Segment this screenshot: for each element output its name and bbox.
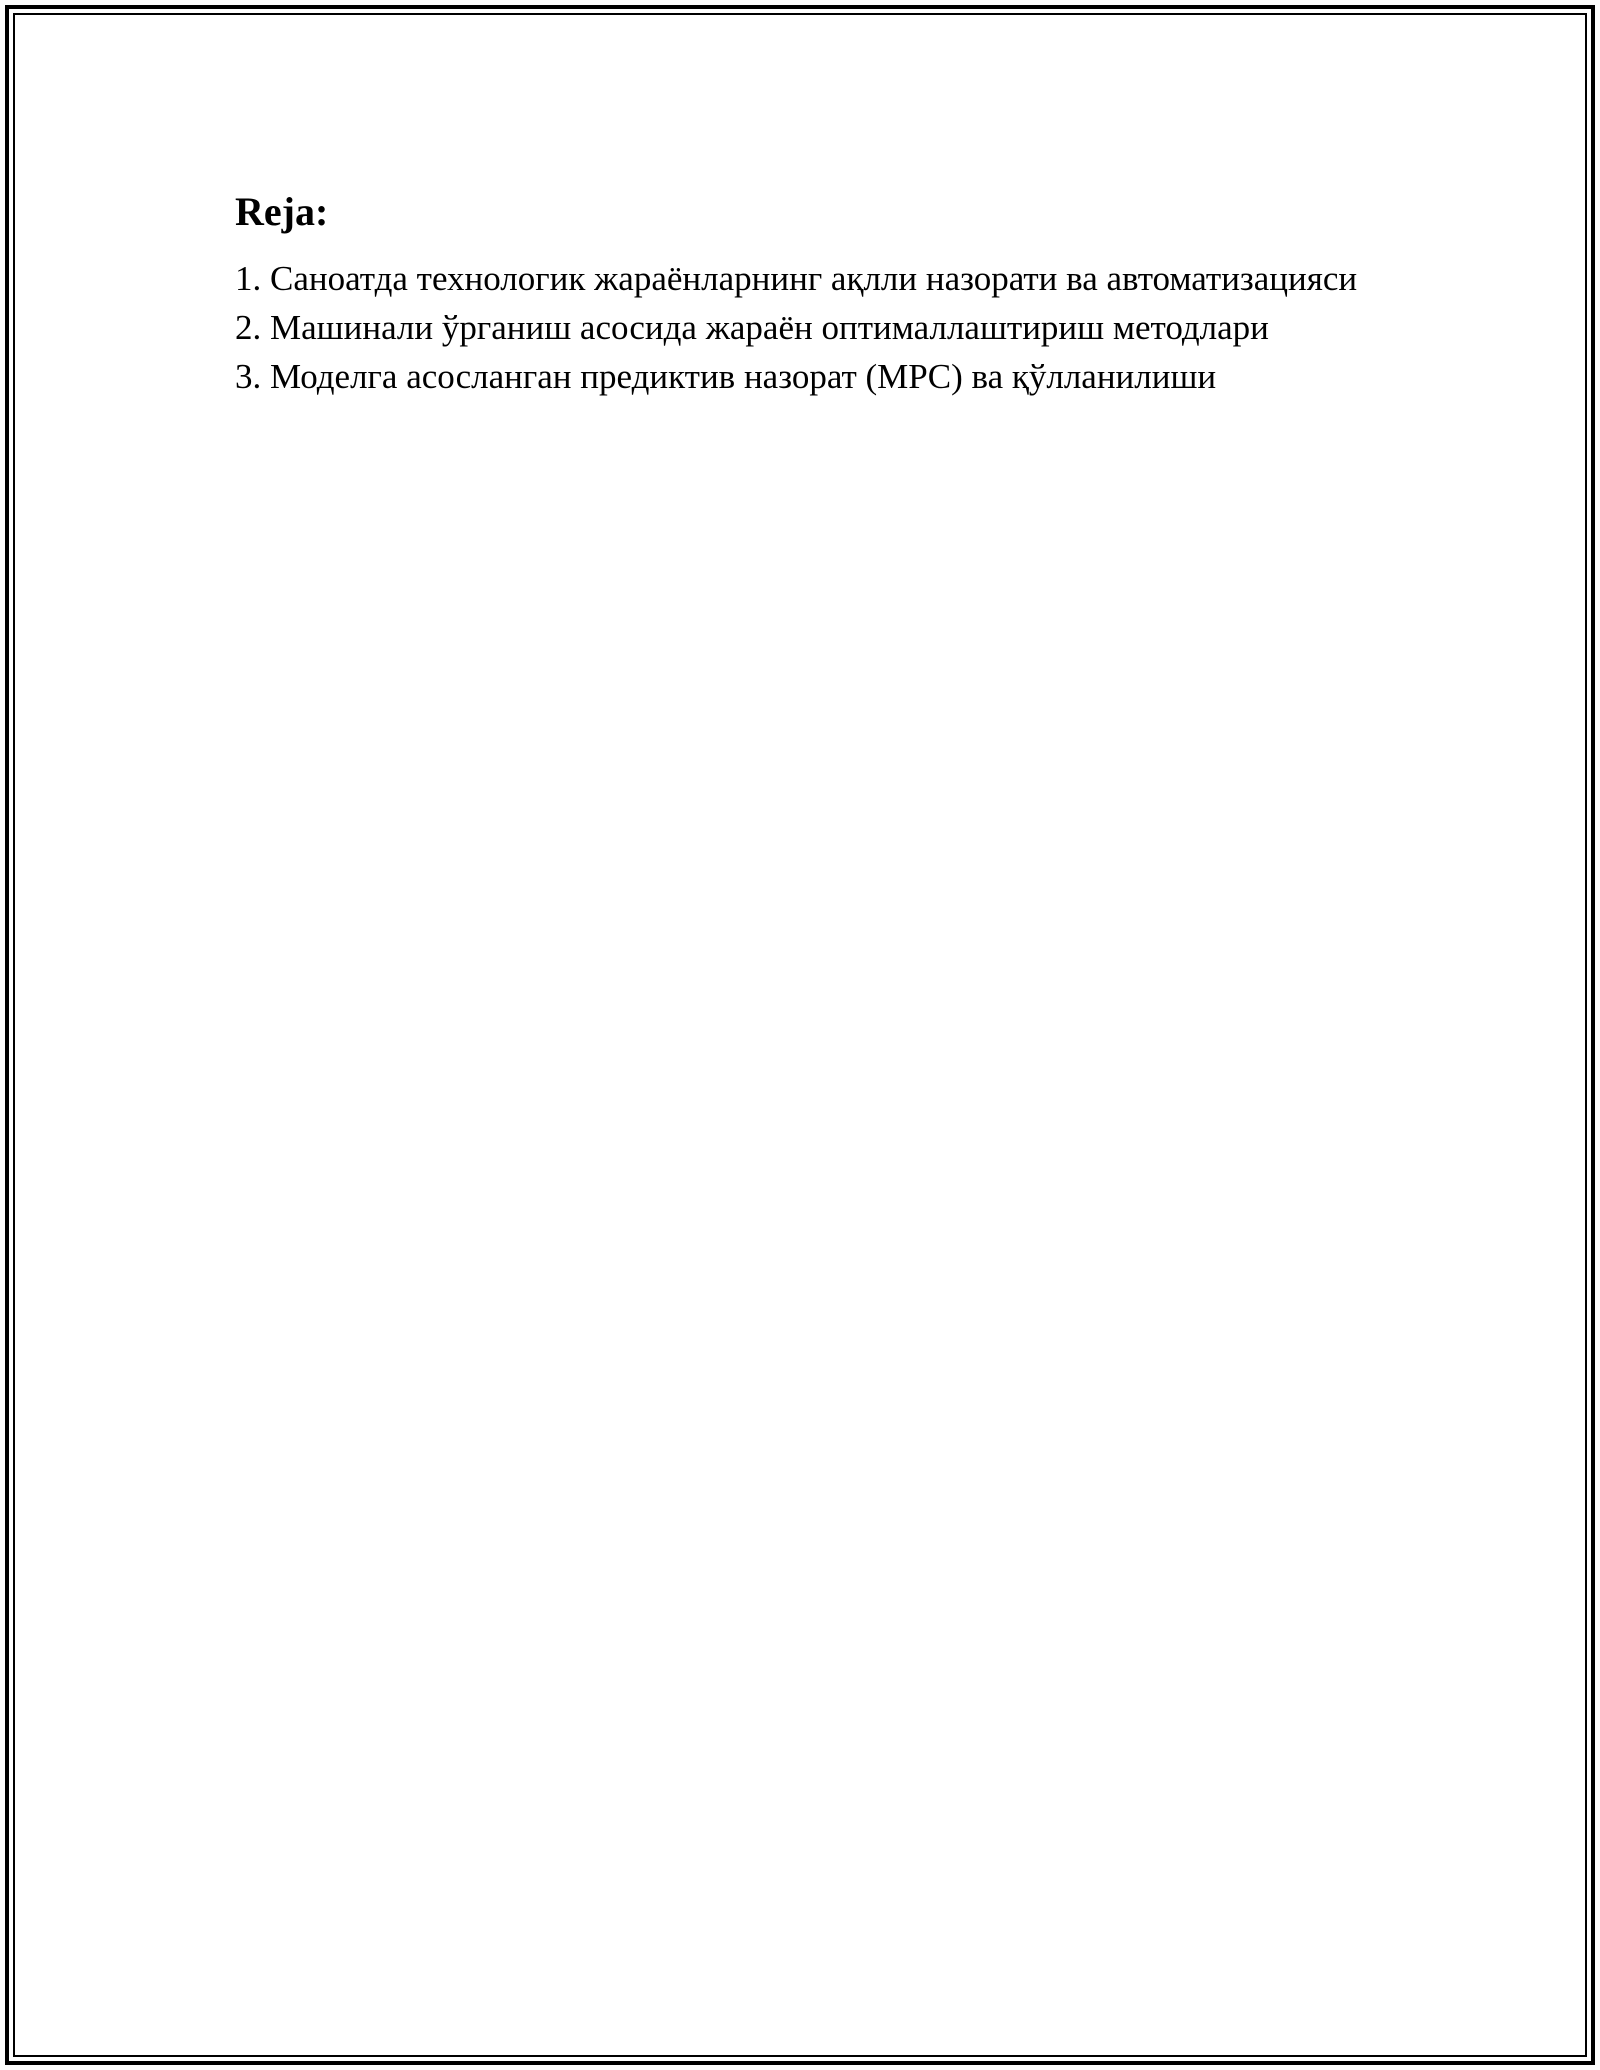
plan-item-1: 1. Саноатда технологик жараёнларнинг ақлли назорати ва автоматизацияси [235, 259, 1358, 298]
plan-item-2: 2. Машинали ўрганиш асосида жараён оптималлаштириш методлари [235, 308, 1269, 347]
plan-item-3: 3. Моделга асосланган предиктив назорат (MPC) ва қўлланилиши [235, 357, 1217, 396]
plan-heading: Reja: [235, 189, 329, 234]
page-content [235, 186, 1435, 401]
plan-list [235, 254, 1435, 401]
